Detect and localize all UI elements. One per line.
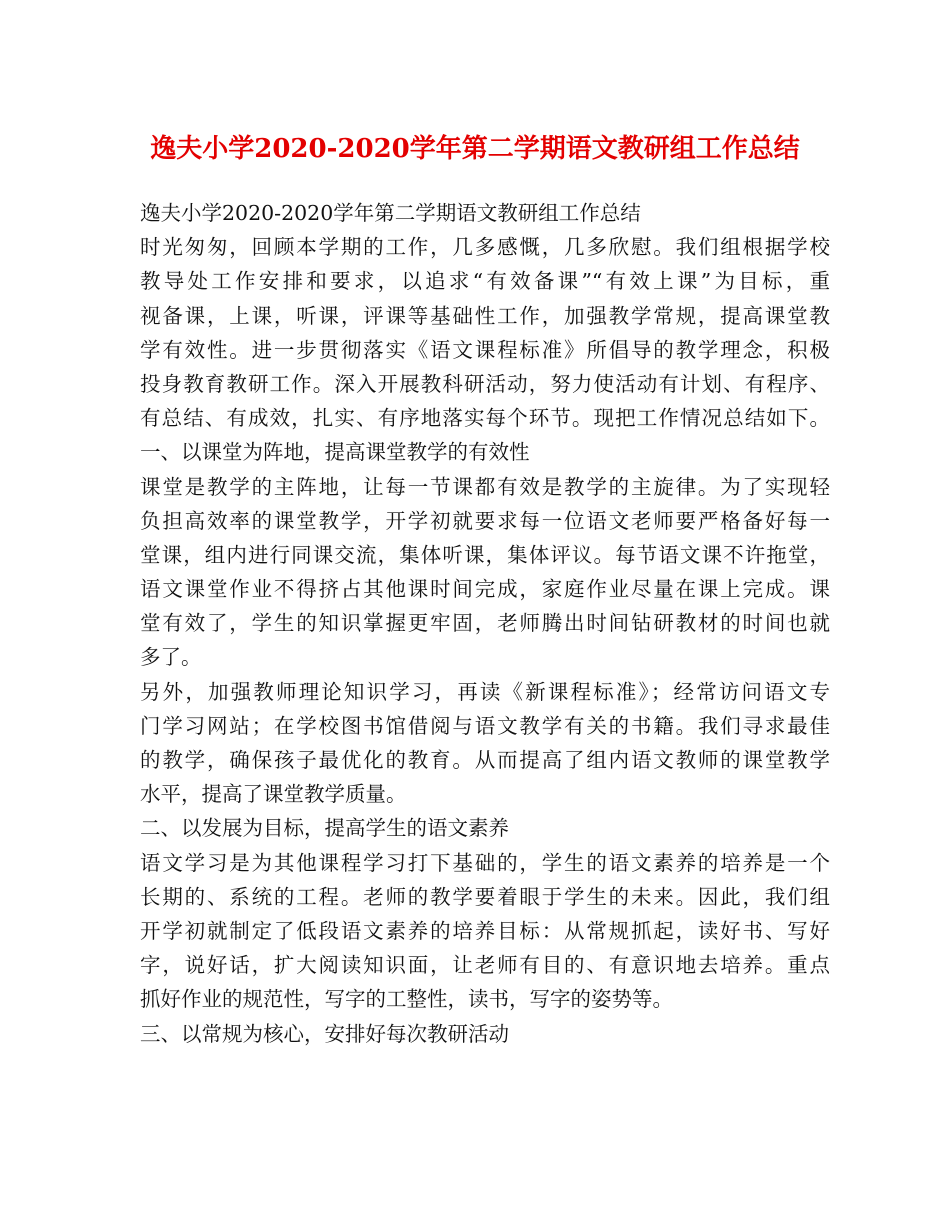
text-line: 堂课，组内进行同课交流，集体听课，集体评议。每节语文课不许拖堂， bbox=[140, 542, 830, 567]
text-line: 视备课，上课，听课，评课等基础性工作，加强教学常规，提高课堂教 bbox=[140, 303, 830, 328]
text-line: 逸夫小学2020-2020学年第二学期语文教研组工作总结 bbox=[140, 201, 641, 225]
text-line: 学有效性。进一步贯彻落实《语文课程标准》所倡导的教学理念，积极 bbox=[140, 337, 830, 362]
text-line: 长期的、系统的工程。老师的教学要着眼于学生的未来。因此，我们组 bbox=[140, 884, 830, 909]
text-line: 另外，加强教师理论知识学习，再读《新课程标准》；经常访问语文专 bbox=[140, 679, 830, 704]
section-heading: 一、以课堂为阵地，提高课堂教学的有效性 bbox=[140, 440, 530, 465]
document-body bbox=[140, 196, 830, 1051]
text-line: 语文课堂作业不得挤占其他课时间完成，家庭作业尽量在课上完成。课 bbox=[140, 577, 830, 602]
text-line: 开学初就制定了低段语文素养的培养目标：从常规抓起，读好书、写好 bbox=[140, 918, 830, 943]
text-line: 语文学习是为其他课程学习打下基础的，学生的语文素养的培养是一个 bbox=[140, 850, 830, 875]
text-line: 投身教育教研工作。深入开展教科研活动，努力使活动有计划、有程序、 bbox=[140, 371, 830, 396]
text-line: 门学习网站；在学校图书馆借阅与语文教学有关的书籍。我们寻求最佳 bbox=[140, 713, 830, 738]
text-line: 堂有效了，学生的知识掌握更牢固，老师腾出时间钻研教材的时间也就 bbox=[140, 611, 830, 636]
text-line: 时光匆匆，回顾本学期的工作，几多感慨，几多欣慰。我们组根据学校 bbox=[140, 235, 830, 260]
text-line: 抓好作业的规范性，写字的工整性，读书，写字的姿势等。 bbox=[140, 987, 673, 1012]
section-heading: 三、以常规为核心，安排好每次教研活动 bbox=[140, 1021, 509, 1046]
text-line: 教导处工作安排和要求，以追求“有效备课”“有效上课”为目标，重 bbox=[140, 269, 830, 294]
text-line: 课堂是教学的主阵地，让每一节课都有效是教学的主旋律。为了实现轻 bbox=[140, 474, 830, 499]
text-line: 水平，提高了课堂教学质量。 bbox=[140, 782, 407, 807]
text-line: 的教学，确保孩子最优化的教育。从而提高了组内语文教师的课堂教学 bbox=[140, 748, 830, 772]
text-line: 负担高效率的课堂教学，开学初就要求每一位语文老师要严格备好每一 bbox=[140, 508, 830, 533]
text-line: 多了。 bbox=[140, 645, 202, 670]
text-line: 字，说好话，扩大阅读知识面，让老师有目的、有意识地去培养。重点 bbox=[140, 953, 830, 978]
text-line: 有总结、有成效，扎实、有序地落实每个环节。现把工作情况总结如下。 bbox=[140, 406, 830, 431]
document-title: 逸夫小学2020-2020学年第二学期语文教研组工作总结 bbox=[150, 134, 800, 164]
section-heading: 二、以发展为目标，提高学生的语文素养 bbox=[140, 816, 509, 841]
